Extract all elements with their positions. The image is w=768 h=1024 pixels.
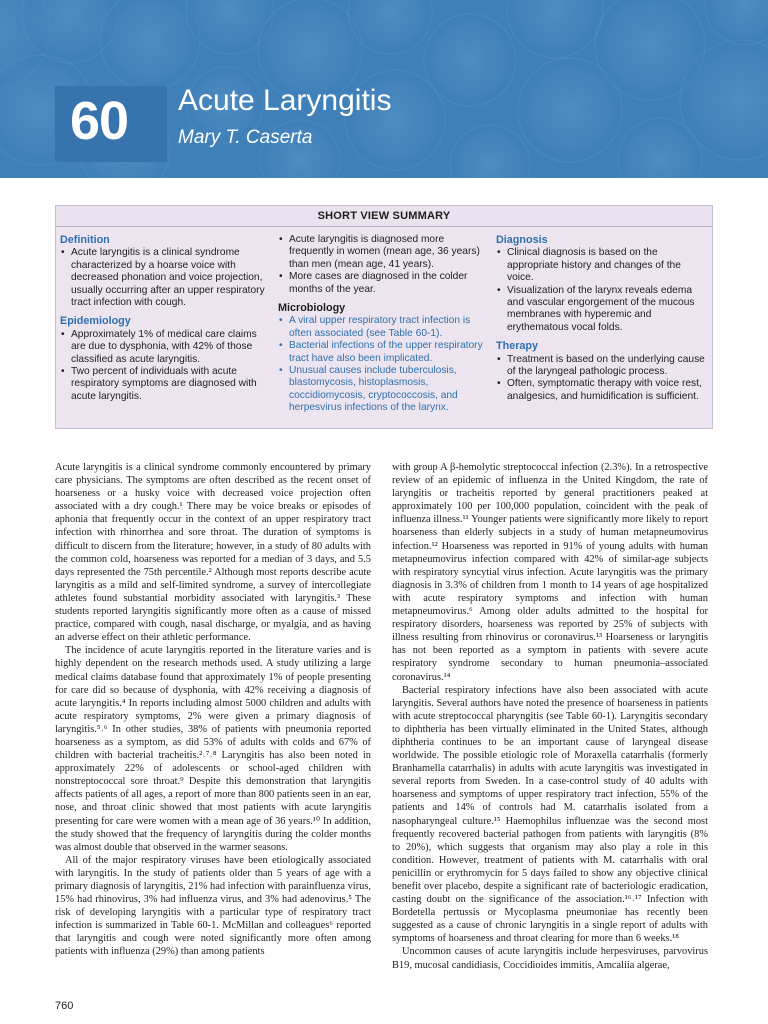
chapter-number: 60	[70, 91, 129, 151]
short-view-summary	[55, 205, 713, 429]
summary-column-2	[278, 234, 488, 415]
microbiology-list	[278, 315, 488, 414]
chapter-title: Acute Laryngitis	[178, 84, 392, 117]
list-item: • Treatment is based on the underlying cause of the laryngeal pathologic process.	[496, 354, 706, 379]
page-number: 760	[55, 1000, 74, 1012]
body-paragraph: Acute laryngitis is a clinical syndrome commonly encountered by primary care physicians. The symptoms are often described as the recent onset of hoarseness or a husky voice with decreased voice projection often associated with a dry cough.¹ There may be voice breaks or episodes of aphonia that frequently occur in the context of an upper respiratory tract infection with rhinorrhea and sore throat. The duration of symptoms is difficult to discern from the literature; however, in a study of 80 adults with the common cold, hoarseness was reported for a median of 3 days, and 5.5 days represented the 75th percentile.² Although most reports describe acute laryngitis as a mild and self-limited syndrome, a survey of intercollegiate athletes found substantial morbidity associated with laryngitis.³ These students reported laryngitis significantly more often as a cause of missed practice, compared with cough, nasal discharge, or myalgia, and as having an adverse effect on their athletic performance.	[55, 462, 371, 644]
epidemiology-list-continued	[278, 234, 488, 296]
body-column-left	[55, 461, 371, 959]
microbiology-heading: Microbiology	[278, 302, 346, 315]
body-paragraph: Uncommon causes of acute laryngitis include herpesviruses, parvovirus B19, mucosal candidiasis, Coccidioides immitis, Amcaliia algerae,	[392, 946, 708, 971]
list-item: • Acute laryngitis is diagnosed more frequently in women (mean age, 36 years) than men (mean age, 41 years).	[278, 234, 488, 271]
list-item: • Unusual causes include tuberculosis, blastomycosis, histoplasmosis, coccidiomycosis, cryptococcosis, and herpesvirus infections of the larynx.	[278, 365, 488, 415]
body-paragraph: All of the major respiratory viruses have been etiologically associated with laryngitis. In the study of patients older than 5 years of age with a primary diagnosis of laryngitis, 21% had infection with parainfluenza virus, 15% had rhinovirus, 3% had influenza virus, and 3% had adenovirus.⁵ The risk of developing laryngitis with a particular type of respiratory tract infection is summarized in Table 60-1. McMillan and colleagues⁶ reported that laryngitis and cough were noted significantly more often among patients with influenza (29%) than among patients	[55, 854, 371, 958]
therapy-list	[496, 354, 706, 404]
body-column-right	[392, 461, 708, 972]
body-paragraph: Bacterial respiratory infections have also been associated with acute laryngitis. Several authors have noted the presence of hoarseness in patients with acute streptococcal pharyngitis (see Table 60-1). Laryngitis secondary to diphtheria has been virtually eliminated in the United States, although diphtheria continues to be an important cause of laryngeal disease worldwide. The possible etiologic role of Moraxella catarrhalis (formerly Branhamella catarrhalis) in adults with acute laryngitis was investigated in several reports from Sweden. In a case-control study of 40 adults with hoarseness and symptoms of upper respiratory tract infection, 55% of the patients and 14% of controls had M. catarrhalis isolated from a nasopharyngeal culture.¹⁵ Haemophilus influenzae was the second most frequently recovered bacterial pathogen from patients with laryngitis (8% to 20%), which suggests that organism may also play a role in this condition. However, treatment of patients with M. catarrhalis with oral penicillin or erythromycin for 5 days failed to show any objective clinical benefit over placebo, despite a significant rate of bacteriologic eradication, casting doubt on the significance of the association.¹⁶˒¹⁷ Infection with Bordetella pertussis or Mycoplasma pneumoniae has recently been suggested as a cause of chronic laryngitis in a single report of adults with symptoms of hoarseness and throat clearing for more than 6 weeks.¹⁸	[392, 684, 708, 945]
list-item: • Two percent of individuals with acute respiratory symptoms are diagnosed with acute laryngitis.	[60, 366, 270, 403]
epidemiology-list	[60, 329, 270, 403]
diagnosis-heading: Diagnosis	[496, 234, 548, 246]
summary-heading: SHORT VIEW SUMMARY	[56, 206, 712, 227]
chapter-header	[0, 0, 768, 178]
epidemiology-heading: Epidemiology	[60, 315, 131, 328]
list-item: • Acute laryngitis is a clinical syndrome characterized by a hoarse voice with decreased phonation and voice projection, usually occurring after an upper respiratory tract infection with cough.	[60, 247, 270, 309]
definition-heading: Definition	[60, 234, 110, 246]
list-item: • Clinical diagnosis is based on the appropriate history and changes of the voice.	[496, 247, 706, 284]
summary-column-3	[496, 234, 706, 403]
diagnosis-list	[496, 247, 706, 334]
list-item: • Approximately 1% of medical care claims are due to dysphonia, with 42% of those classified as acute laryngitis.	[60, 329, 270, 366]
list-item: • More cases are diagnosed in the colder months of the year.	[278, 271, 488, 296]
summary-column-1	[60, 234, 270, 403]
body-paragraph: The incidence of acute laryngitis reported in the literature varies and is highly dependent on the research methods used. A study utilizing a large medical claims database found that approximately 1% of people presenting for care did so because of dysphonia, with 42% receiving a diagnosis of acute laryngitis.⁴ In reports including almost 5000 children and adults with acute respiratory symptoms, 2% were given a primary diagnosis of laryngitis.⁵˒⁶ In other studies, 38% of patients with pneumonia reported hoarseness as a symptom, as did 53% of adults with colds and 67% of children with bacterial tracheitis.²˒⁷˒⁸ Laryngitis has also been noted in approximately 22% of adolescents or school-aged children with nonstreptococcal sore throat.⁹ Despite this demonstration that laryngitis affects patients of all ages, a report of more than 800 patients seen in an ear, nose, and throat clinic showed that most patients with acute laryngitis presenting for care were women with a mean age of 36 years.¹⁰ In addition, the study showed that the frequency of laryngitis during the colder months was almost double that observed in the warmer seasons.	[55, 645, 371, 853]
therapy-heading: Therapy	[496, 340, 539, 353]
list-item: • Visualization of the larynx reveals edema and vascular engorgement of the mucous membranes with hyperemic and erythematous vocal folds.	[496, 285, 706, 335]
list-item: • A viral upper respiratory tract infection is often associated (see Table 60-1).	[278, 315, 488, 340]
definition-list	[60, 247, 270, 309]
list-item: • Often, symptomatic therapy with voice rest, analgesics, and humidification is sufficient.	[496, 378, 706, 403]
chapter-author: Mary T. Caserta	[178, 127, 313, 148]
list-item: • Bacterial infections of the upper respiratory tract have also been implicated.	[278, 340, 488, 365]
body-paragraph: with group A β-hemolytic streptococcal infection (2.3%). In a retrospective review of an epidemic of influenza in the United Kingdom, the rate of laryngitis or tracheitis reported by general practitioners peaked at approximately 100 per 100,000 population, coincident with the peak of influenza illness.¹¹ Younger patients were significantly more likely to report hoarseness than elderly subjects in a study of human metapneumovirus infection.¹² Hoarseness was reported in 91% of young adults with human metapneumovirus infection compared with 42% of similar-age subjects with respiratory syncytial virus infection. Acute laryngitis was the primary diagnosis in 3.3% of children from 1 month to 14 years of age hospitalized with acute respiratory symptoms and infection with human metapneumovirus.⁶ Among older adults admitted to the hospital for respiratory disorders, hoarseness was reported by 25% of subjects with illness resulting from rhinovirus or coronavirus.¹³ Hoarseness or laryngitis has not been reported as a symptom in patients with severe acute respiratory syndrome secondary to human pneumonia–associated coronavirus.¹⁴	[392, 462, 708, 683]
